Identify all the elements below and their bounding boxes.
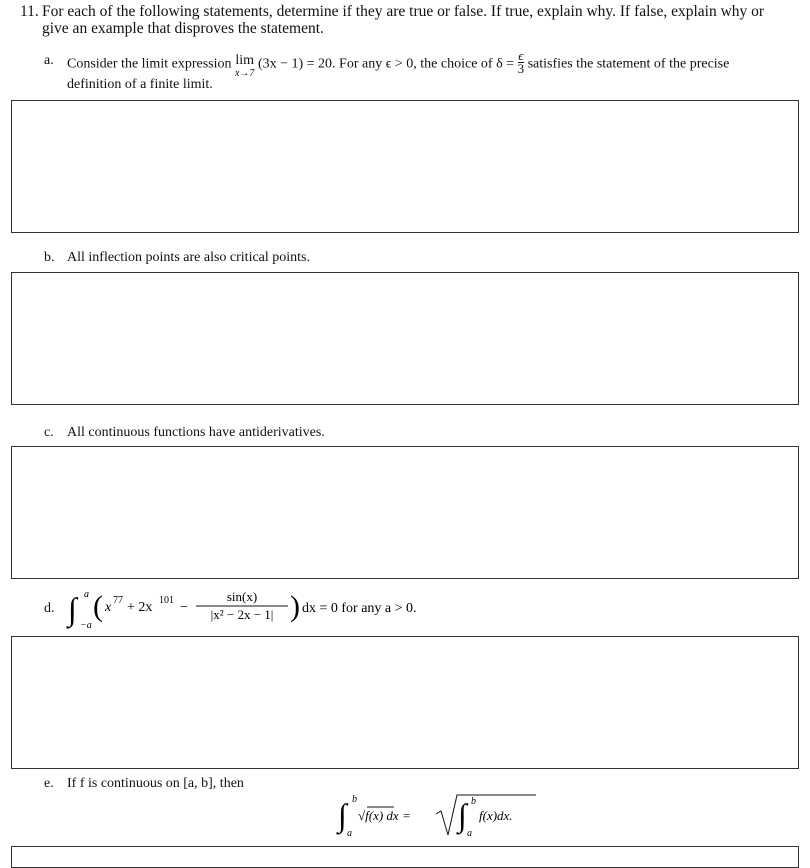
part-d [44, 588, 804, 628]
limit-operator: lim x→7 [234, 53, 255, 79]
part-a-expression: (3x − 1) = 20. For any ϵ > 0, the choice of δ = [257, 56, 515, 72]
question-intro-line2: give an example that disproves the statement. [42, 20, 324, 37]
part-a [44, 48, 804, 92]
limit-subscript: x→7 [234, 68, 255, 79]
question-heading [20, 3, 800, 37]
rhs-upper-limit: b [471, 796, 476, 807]
answer-box-b[interactable] [11, 272, 799, 405]
part-b-text: All inflection points are also critical points. [67, 250, 310, 265]
rhs-integral-sign-icon: ∫ [458, 797, 467, 833]
part-d-tail: dx = 0 for any a > 0. [302, 601, 417, 616]
part-c [44, 424, 804, 444]
rhs-lower-limit: a [467, 828, 472, 839]
integral-expression-d [66, 588, 486, 630]
answer-box-e[interactable] [11, 846, 799, 868]
part-e-label: e. [44, 776, 54, 791]
part-e-text: If f is continuous on [a, b], then [67, 776, 244, 791]
answer-box-c[interactable] [11, 446, 799, 579]
right-paren-icon: ) [290, 590, 300, 623]
epsilon-over-three: $\frac{\epsilon}{3}$ [517, 48, 525, 76]
int-lower-limit: −a [80, 620, 92, 630]
part-b [44, 249, 804, 269]
part-b-label: b. [44, 250, 55, 265]
answer-box-d[interactable] [11, 636, 799, 769]
minus-sign: − [180, 600, 188, 615]
part-c-text: All continuous functions have antiderivatives. [67, 425, 325, 440]
lhs-integral-sign-icon: ∫ [338, 797, 347, 833]
part-d-label: d. [44, 601, 55, 616]
term-plus-2x: + 2x [127, 600, 153, 615]
lhs-upper-limit: b [352, 794, 357, 805]
part-a-statement [67, 48, 730, 79]
integral-sign-icon: ∫ [68, 591, 77, 627]
part-c-label: c. [44, 425, 54, 440]
question-number: 11. [20, 3, 39, 20]
fraction-numerator: sin(x) [226, 589, 258, 604]
left-paren-icon: ( [93, 590, 103, 623]
integral-equation-e [336, 790, 556, 840]
question-intro-line1: For each of the following statements, determine if they are true or false. If true, explain why. If false, explain why or [42, 3, 765, 20]
lhs-lower-limit: a [347, 828, 352, 839]
fraction-denominator: |x² − 2x − 1| [210, 607, 274, 622]
part-a-text-before: Consider the limit expression [67, 56, 232, 72]
part-a-label: a. [44, 53, 54, 68]
part-a-line2: definition of a finite limit. [67, 77, 213, 92]
int-upper-limit: a [84, 589, 89, 600]
exponent-77: 77 [113, 595, 123, 606]
exponent-101: 101 [159, 595, 174, 606]
term-x: x [105, 600, 112, 615]
rhs-integrand: f(x)dx. [479, 808, 513, 823]
part-a-text-after: satisfies the statement of the precise [527, 56, 730, 72]
lhs-integrand: √f(x) dx = [358, 808, 411, 823]
answer-box-a[interactable] [11, 100, 799, 233]
